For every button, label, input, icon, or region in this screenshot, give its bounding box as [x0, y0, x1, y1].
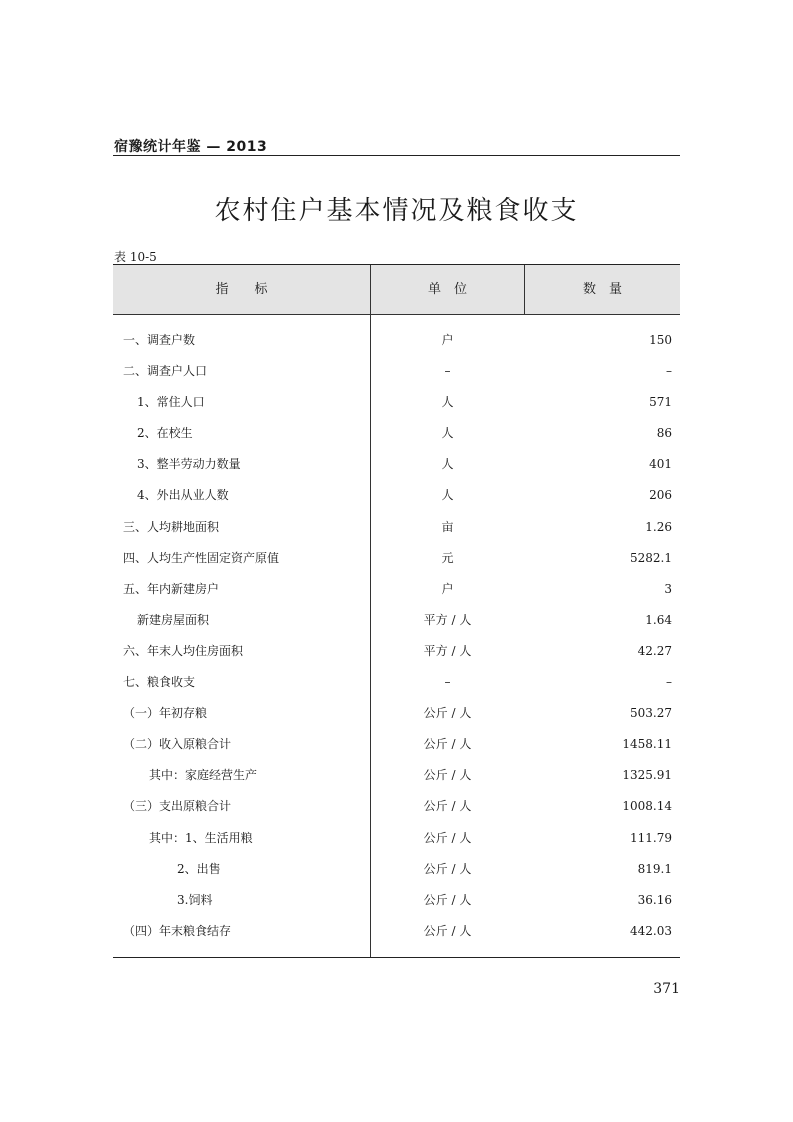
- indicator-cell: 五、年内新建房户: [123, 581, 220, 596]
- table-row: [113, 854, 680, 885]
- header-indicator: 指 标: [215, 282, 268, 297]
- value-cell: 111.79: [630, 830, 672, 845]
- unit-cell: 人: [441, 457, 454, 472]
- unit-cell: 公斤 / 人: [423, 923, 472, 938]
- header-unit: 单 位: [427, 282, 467, 297]
- unit-cell: 公斤 / 人: [423, 861, 472, 876]
- header-quantity: 数 量: [582, 282, 622, 297]
- indicator-cell: 新建房屋面积: [137, 612, 210, 627]
- table-row: [113, 636, 680, 667]
- table-row: [113, 418, 680, 449]
- data-table: [113, 264, 680, 958]
- value-cell: 571: [649, 395, 672, 410]
- indicator-cell: 1、常住人口: [137, 395, 205, 410]
- unit-cell: 公斤 / 人: [423, 892, 472, 907]
- header-rule: [113, 155, 680, 156]
- unit-cell: –: [444, 675, 451, 690]
- table-row: [113, 449, 680, 480]
- unit-cell: 公斤 / 人: [423, 830, 472, 845]
- indicator-cell: 一、调查户数: [123, 333, 196, 347]
- indicator-cell: （三）支出原粮合计: [123, 799, 232, 814]
- value-cell: 42.27: [637, 643, 672, 658]
- value-cell: 5282.1: [630, 550, 672, 565]
- unit-cell: 公斤 / 人: [423, 799, 472, 814]
- value-cell: 819.1: [637, 861, 672, 876]
- table-row: [113, 823, 680, 854]
- unit-cell: 平方 / 人: [423, 612, 472, 627]
- value-cell: 36.16: [637, 892, 672, 907]
- table-row: [113, 574, 680, 605]
- value-cell: 1458.11: [622, 737, 672, 752]
- table-row: [113, 791, 680, 822]
- unit-cell: –: [444, 364, 451, 379]
- unit-cell: 户: [441, 581, 454, 596]
- table-row: [113, 325, 680, 356]
- table-row: [113, 356, 680, 387]
- value-cell: 1325.91: [622, 768, 672, 783]
- unit-cell: 亩: [441, 519, 454, 534]
- indicator-cell: 4、外出从业人数: [137, 488, 229, 503]
- indicator-cell: 其中：1、生活用粮: [149, 830, 253, 845]
- table-row: [113, 667, 680, 698]
- indicator-cell: （四）年末粮食结存: [123, 923, 232, 938]
- value-cell: 150: [649, 333, 672, 347]
- unit-cell: 公斤 / 人: [423, 706, 472, 721]
- page-number: 371: [653, 981, 680, 997]
- indicator-cell: 3.饲料: [177, 892, 213, 907]
- table-row: [113, 480, 680, 511]
- unit-cell: 户: [441, 333, 454, 347]
- value-cell: –: [666, 364, 672, 379]
- value-cell: 1008.14: [622, 799, 672, 814]
- unit-cell: 平方 / 人: [423, 643, 472, 658]
- value-cell: 442.03: [630, 923, 672, 938]
- indicator-cell: 2、出售: [177, 861, 221, 876]
- table-row: [113, 729, 680, 760]
- table-row: [113, 543, 680, 574]
- indicator-cell: 2、在校生: [137, 426, 193, 441]
- indicator-cell: 3、整半劳动力数量: [137, 457, 241, 472]
- indicator-cell: 七、粮食收支: [123, 675, 196, 690]
- unit-cell: 人: [441, 395, 454, 410]
- table-row: [113, 605, 680, 636]
- indicator-cell: 六、年末人均住房面积: [123, 643, 244, 658]
- table-row: [113, 916, 680, 947]
- indicator-cell: （二）收入原粮合计: [123, 737, 232, 752]
- indicator-cell: 二、调查户人口: [123, 364, 208, 379]
- table-header: [113, 265, 680, 315]
- table-body: [113, 325, 680, 947]
- unit-cell: 公斤 / 人: [423, 737, 472, 752]
- unit-cell: 元: [441, 550, 454, 565]
- value-cell: 401: [649, 457, 672, 472]
- indicator-cell: （一）年初存粮: [123, 706, 208, 721]
- indicator-cell: 其中：家庭经营生产: [149, 768, 258, 783]
- table-row: [113, 760, 680, 791]
- column-divider: [524, 265, 525, 314]
- page-title: 农村住户基本情况及粮食收支: [214, 196, 579, 226]
- value-cell: –: [666, 675, 672, 690]
- table-row: [113, 387, 680, 418]
- value-cell: 3: [664, 581, 672, 596]
- value-cell: 1.64: [645, 612, 672, 627]
- value-cell: 206: [649, 488, 672, 503]
- table-row: [113, 698, 680, 729]
- unit-cell: 公斤 / 人: [423, 768, 472, 783]
- unit-cell: 人: [441, 426, 454, 441]
- value-cell: 1.26: [645, 519, 672, 534]
- unit-cell: 人: [441, 488, 454, 503]
- table-row: [113, 512, 680, 543]
- indicator-cell: 四、人均生产性固定资产原值: [123, 550, 280, 565]
- table-row: [113, 885, 680, 916]
- table-number: 表 10-5: [114, 250, 157, 264]
- value-cell: 86: [656, 426, 672, 441]
- value-cell: 503.27: [630, 706, 672, 721]
- running-head: 宿豫统计年鉴 — 2013: [114, 139, 268, 155]
- indicator-cell: 三、人均耕地面积: [123, 519, 220, 534]
